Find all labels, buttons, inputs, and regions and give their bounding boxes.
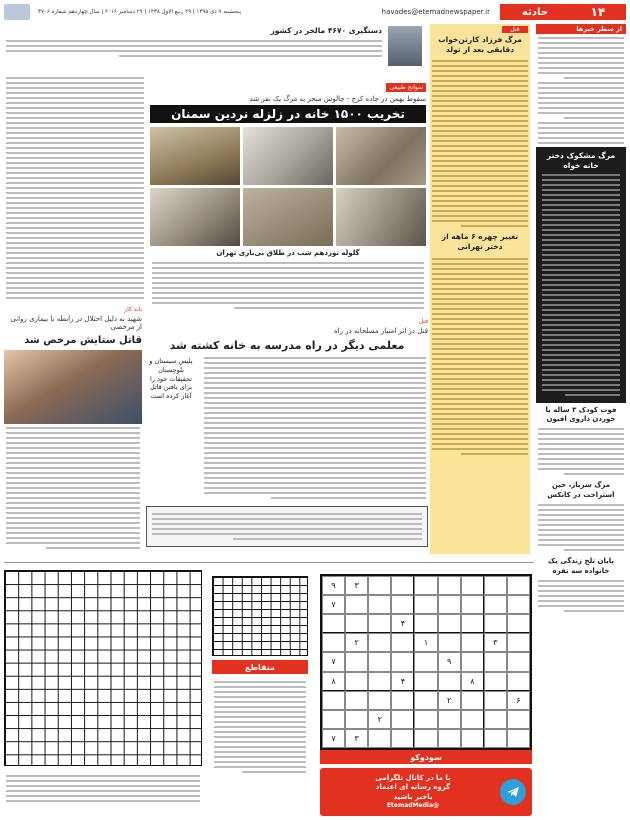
sudoku-cell[interactable]: [368, 729, 391, 748]
sudoku-cell[interactable]: [368, 595, 391, 614]
main-story: [150, 74, 426, 314]
quake-photo-4: [336, 188, 426, 246]
sudoku-cell[interactable]: [484, 576, 507, 595]
sudoku-cell[interactable]: [484, 691, 507, 710]
main-story-text-column: [4, 74, 146, 304]
sudoku-cell[interactable]: [507, 595, 530, 614]
quake-photo-6: [150, 188, 240, 246]
promo-line-2: گروه رسانه ای اعتماد: [375, 783, 451, 792]
quake-photo-1: [336, 127, 426, 185]
sudoku-cell[interactable]: [484, 614, 507, 633]
quake-photo-2: [243, 127, 333, 185]
sudoku-cell[interactable]: [507, 633, 530, 652]
teacher-story-subtitle: قتل در اثر امتیار مسلحانه در راه: [334, 327, 428, 335]
featured-box: [536, 147, 626, 403]
promo-line-3: باخبر باشید: [393, 792, 433, 801]
quake-photo-3: [150, 127, 240, 185]
sudoku-cell[interactable]: [368, 614, 391, 633]
puzzles-section: [4, 562, 534, 816]
sudoku-cell[interactable]: [368, 652, 391, 671]
author-photo: [388, 26, 422, 66]
sudoku-cell[interactable]: ۹: [322, 576, 345, 595]
sudoku-cell[interactable]: [345, 691, 368, 710]
sudoku-cell[interactable]: [345, 595, 368, 614]
teacher-story-tag: قتل: [418, 318, 428, 325]
page-header: [4, 4, 626, 20]
sudoku-cell[interactable]: [507, 614, 530, 633]
sudoku-cell[interactable]: [345, 614, 368, 633]
sudoku-cell[interactable]: [507, 652, 530, 671]
sudoku-cell[interactable]: [484, 652, 507, 671]
sudoku-cell[interactable]: [507, 729, 530, 748]
teacher-side-quote-block: [146, 354, 196, 502]
main-story-headline: تخریب ۱۵۰۰ خانه در زلزله نردین سمنان: [150, 105, 426, 123]
sudoku-cell[interactable]: [414, 614, 437, 633]
sudoku-cell[interactable]: [438, 595, 461, 614]
sudoku-cell[interactable]: [345, 672, 368, 691]
sudoku-cell[interactable]: [322, 614, 345, 633]
news-title-3: پایان تلخ زندگی یک خانواده سه نفره: [548, 557, 614, 575]
sudoku-cell[interactable]: ۷: [322, 595, 345, 614]
sudoku-cell[interactable]: ۷: [322, 729, 345, 748]
sudoku-cell[interactable]: [438, 710, 461, 729]
sudoku-cell[interactable]: [461, 729, 484, 748]
issue-date: پنجشنبه ۹ دی ۱۳۹۵ | ۲۹ ربیع الاول ۱۴۳۸ | ۲۹ دسامبر ۲۰۱۶ | سال چهاردهم شماره ۳۷۰۶: [38, 9, 242, 15]
top-news-title: دستگیری ۴۶۷۰ مالخر در کشور: [270, 26, 382, 35]
sudoku-cell[interactable]: ۲: [345, 633, 368, 652]
ticker-label: از سطر خبرها: [536, 24, 626, 34]
sudoku-cell[interactable]: [461, 614, 484, 633]
top-news-band: [4, 24, 424, 70]
killer-story: [4, 306, 142, 556]
main-story-photos: [150, 127, 426, 246]
sudoku-cell[interactable]: [461, 652, 484, 671]
sudoku-cell[interactable]: [391, 595, 414, 614]
large-crossword-grid[interactable]: [4, 570, 202, 766]
sudoku-cell[interactable]: [484, 672, 507, 691]
large-crossword-clues: [4, 772, 202, 816]
promo-title: با ما در کانال تلگرامی: [375, 773, 451, 782]
teacher-side-quote: پلیس سیستان و بلوچستان تحقیقات خود را برای یافتن قاتل آغاز کرده است: [149, 357, 193, 401]
killer-story-photo: [4, 350, 142, 424]
sudoku-cell[interactable]: [484, 710, 507, 729]
sudoku-cell[interactable]: ۳: [484, 633, 507, 652]
killer-story-headline: قاتل ستایش مرخص شد: [24, 335, 142, 346]
sudoku-cell[interactable]: [368, 633, 391, 652]
sudoku-cell[interactable]: ۸: [461, 672, 484, 691]
sudoku-cell[interactable]: [461, 691, 484, 710]
quake-photo-5: [243, 188, 333, 246]
sudoku-cell[interactable]: [461, 633, 484, 652]
small-crossword-grid[interactable]: [212, 576, 308, 656]
sudoku-cell[interactable]: ۸: [322, 672, 345, 691]
yellow-story-tag: قتل: [502, 26, 528, 33]
sudoku-cell[interactable]: [414, 576, 437, 595]
yellow-story-column: [430, 24, 530, 554]
teacher-story-headline: معلمی دیگر در راه مدرسه به خانه کشته شد: [169, 339, 405, 352]
yellow-story-subtitle: تغییر چهره ۶ ماهه از دختر تهرانی: [441, 232, 519, 252]
yellow-story-title: مرگ فرزاد کارتن‌خواب دقایقی بعد از تولد: [438, 35, 522, 55]
sudoku-cell[interactable]: [414, 595, 437, 614]
sudoku-cell[interactable]: [461, 710, 484, 729]
teacher-story-box: [146, 506, 428, 547]
newspaper-logo: [4, 4, 30, 20]
sudoku-cell[interactable]: [345, 710, 368, 729]
sudoku-cell[interactable]: [391, 576, 414, 595]
sudoku-cell[interactable]: [391, 729, 414, 748]
section-email: havades@etemadnewspaper.ir: [381, 8, 490, 16]
sudoku-cell[interactable]: [345, 652, 368, 671]
main-story-side-title: گلوله نوزدهم شب در طلاق بی‌بازی تهران: [216, 249, 360, 257]
sudoku-cell[interactable]: [322, 710, 345, 729]
sudoku-cell[interactable]: ۳: [345, 576, 368, 595]
sudoku-cell[interactable]: [438, 729, 461, 748]
sudoku-cell[interactable]: ۲: [438, 691, 461, 710]
promo-handle: @EtemadMedia: [386, 802, 440, 810]
sudoku-cell[interactable]: ۷: [322, 652, 345, 671]
telegram-promo[interactable]: [320, 768, 532, 816]
main-story-subtitle: سقوط بهمن در جاده کرج - چالوس منجر به مرگ یک نفر شد: [249, 95, 426, 103]
sudoku-title: سودوکو: [320, 750, 532, 764]
sudoku-cell[interactable]: [461, 595, 484, 614]
sudoku-grid[interactable]: [320, 574, 532, 750]
sudoku-cell[interactable]: [391, 633, 414, 652]
ticker-text: [536, 34, 626, 147]
sudoku-cell[interactable]: [484, 729, 507, 748]
sudoku-cell[interactable]: [368, 691, 391, 710]
sudoku-cell[interactable]: [414, 710, 437, 729]
sudoku-cell[interactable]: [414, 691, 437, 710]
sudoku-cell[interactable]: [438, 576, 461, 595]
sudoku-cell[interactable]: [438, 672, 461, 691]
sudoku-cell[interactable]: ۶: [507, 691, 530, 710]
sudoku-cell[interactable]: [391, 691, 414, 710]
sudoku-cell[interactable]: [507, 576, 530, 595]
sudoku-cell[interactable]: [391, 710, 414, 729]
sudoku-cell[interactable]: [438, 614, 461, 633]
killer-story-subtitle: شهید به دلیل اختلال در رابطه با بیماری روانی از مرخصی: [10, 315, 142, 331]
sudoku-cell[interactable]: [368, 576, 391, 595]
sudoku-cell[interactable]: [322, 691, 345, 710]
sudoku-cell[interactable]: ۴: [391, 614, 414, 633]
sudoku-cell[interactable]: [414, 672, 437, 691]
sudoku-cell[interactable]: [507, 710, 530, 729]
sudoku-cell[interactable]: [438, 633, 461, 652]
sudoku-cell[interactable]: ۲: [368, 710, 391, 729]
crossword-title: متقاطع: [212, 660, 308, 674]
sudoku-cell[interactable]: [507, 672, 530, 691]
sudoku-cell[interactable]: ۱: [414, 633, 437, 652]
section-label: حادثه: [500, 4, 570, 20]
page-number: ۱۴: [570, 4, 626, 20]
sudoku-cell[interactable]: [391, 652, 414, 671]
sudoku-cell[interactable]: [414, 652, 437, 671]
killer-story-tag: باند کار: [124, 306, 142, 313]
sudoku-cell[interactable]: ۴: [391, 672, 414, 691]
sudoku-cell[interactable]: ۳: [345, 729, 368, 748]
sudoku-cell[interactable]: [461, 576, 484, 595]
main-story-tag: سوانح طبیعی: [386, 83, 426, 92]
featured-box-title: مرگ مشکوک دختر خانه خواه: [546, 151, 616, 170]
sudoku-cell[interactable]: [322, 633, 345, 652]
sudoku-cell[interactable]: ۹: [438, 652, 461, 671]
teacher-story-text: [202, 354, 428, 502]
sudoku-cell[interactable]: [414, 729, 437, 748]
right-news-column: [536, 24, 626, 814]
small-crossword-clues: [212, 678, 308, 814]
telegram-icon: [500, 779, 526, 805]
teacher-story: [146, 318, 428, 558]
news-title-1: فوت کودک ۳ ساله با خوردن داروی افیون: [545, 405, 617, 423]
news-title-2: مرگ سرباز، حین استراحت در کانکس: [547, 481, 615, 499]
sudoku-cell[interactable]: [484, 595, 507, 614]
sudoku-cell[interactable]: [368, 672, 391, 691]
